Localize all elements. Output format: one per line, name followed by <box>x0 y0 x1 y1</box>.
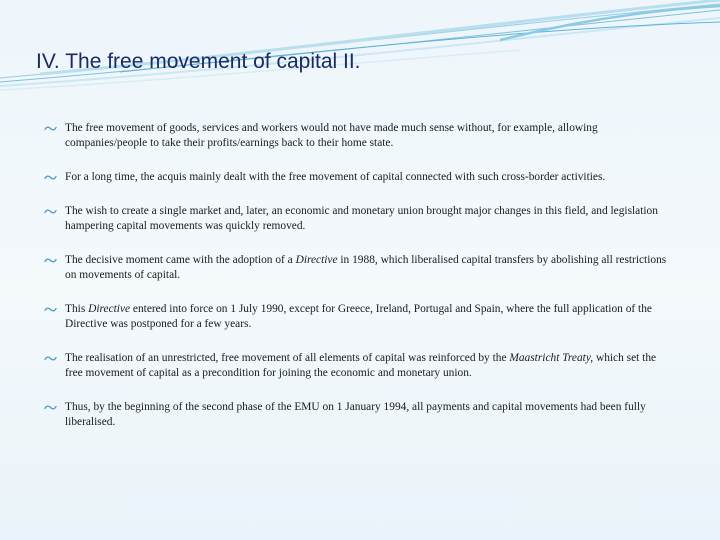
bullet-text <box>65 122 598 149</box>
wavy-dash-bullet-icon <box>44 208 57 215</box>
bullet-text <box>65 303 652 330</box>
bullet-list <box>44 121 674 430</box>
italic-term: Directive <box>88 303 131 315</box>
text-run: in 1988, which liberalised capital transfers by abolishing all restrictions on movements of capital. <box>65 254 667 281</box>
italic-term: Maastricht Treaty, <box>509 352 594 364</box>
bullet-item <box>44 204 674 234</box>
slide-title: IV. The free movement of capital II. <box>36 50 361 73</box>
text-run: The decisive moment came with the adoption of a <box>65 254 296 266</box>
wavy-dash-bullet-icon <box>44 306 57 313</box>
bullet-text <box>65 254 666 281</box>
bullet-item <box>44 170 674 185</box>
text-run: which set the free movement of capital as a precondition for joining the economic and monetary union. <box>65 352 657 379</box>
bullet-item <box>44 302 674 332</box>
bullet-text <box>65 171 605 183</box>
text-run: Thus, by the beginning of the second phase of the EMU on 1 January 1994, all payments and capital movements had been fully liberalised. <box>65 401 646 428</box>
text-run: The wish to create a single market and, later, an economic and monetary union brought major changes in this field, and legislation hampering capital movements was quickly removed. <box>65 205 658 232</box>
bullet-item <box>44 121 674 151</box>
wavy-dash-bullet-icon <box>44 355 57 362</box>
wavy-dash-bullet-icon <box>44 174 57 181</box>
wavy-dash-bullet-icon <box>44 404 57 411</box>
text-run: The free movement of goods, services and workers would not have made much sense without, for example, allowing companies/people to take their profits/earnings back to their home state. <box>65 122 598 149</box>
bullet-text <box>65 205 658 232</box>
text-run: The realisation of an unrestricted, free movement of all elements of capital was reinforced by the <box>65 352 510 364</box>
bullet-item <box>44 400 674 430</box>
wavy-dash-bullet-icon <box>44 125 57 132</box>
bullet-item <box>44 351 674 381</box>
italic-term: Directive <box>295 254 338 266</box>
wavy-dash-bullet-icon <box>44 257 57 264</box>
bullet-text <box>65 401 646 428</box>
text-run: entered into force on 1 July 1990, except for Greece, Ireland, Portugal and Spain, where the full application of the Directive was postponed for a few years. <box>65 303 652 330</box>
text-run: For a long time, the acquis mainly dealt with the free movement of capital connected with such cross-border activities. <box>65 171 606 183</box>
text-run: This <box>65 303 89 315</box>
bullet-item <box>44 253 674 283</box>
bullet-text <box>65 352 656 379</box>
